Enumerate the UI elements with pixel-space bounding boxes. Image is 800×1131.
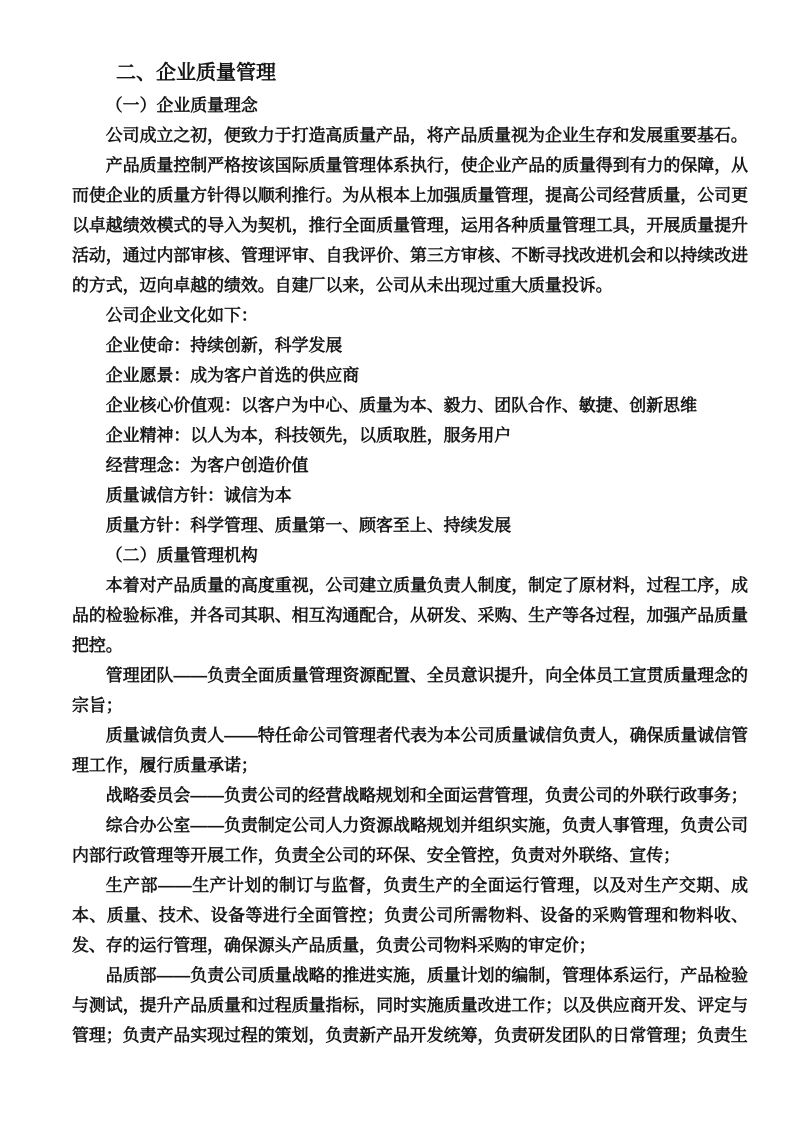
body-paragraph: 公司成立之初，便致力于打造高质量产品，将产品质量视为企业生存和发展重要基石。 xyxy=(105,126,748,145)
body-paragraph: 综合办公室——负责制定公司人力资源战略规划并组织实施，负责人事管理，负责公司内部行政管理等开展工作，负责全公司的环保、安全管控，负责对外联络、宣传； xyxy=(72,816,748,865)
body-paragraph: 企业精神：以人为本，科技领先，以质取胜，服务用户 xyxy=(105,426,512,445)
body-paragraph: 质量诚信负责人——特任命公司管理者代表为本公司质量诚信负责人，确保质量诚信管理工作，履行质量承诺； xyxy=(72,726,748,775)
body-paragraph: 质量诚信方针：诚信为本 xyxy=(105,486,292,505)
subsection-heading-2: （二）质量管理机构 xyxy=(105,546,258,565)
body-paragraph: 公司企业文化如下： xyxy=(105,306,258,325)
body-paragraph: 企业核心价值观：以客户为中心、质量为本、毅力、团队合作、敏捷、创新思维 xyxy=(105,396,697,415)
body-paragraph: 经营理念：为客户创造价值 xyxy=(105,456,309,475)
body-paragraph: 质量方针：科学管理、质量第一、顾客至上、持续发展 xyxy=(105,516,512,535)
body-paragraph: 产品质量控制严格按该国际质量管理体系执行，使企业产品的质量得到有力的保障，从而使企业的质量方针得以顺利推行。为从根本上加强质量管理，提高公司经营质量，公司更以卓越绩效模式的导入为契机，推行全面质量管理，运用各种质量管理工具，开展质量提升活动，通过内部审核、管理评审、自我评价、第三方审核、不断寻找改进机会和以持续改进的方式，迈向卓越的绩效。自建厂以来，公司从未出现过重大质量投诉。 xyxy=(72,156,748,295)
body-paragraph: 战略委员会——负责公司的经营战略规划和全面运营管理，负责公司的外联行政事务； xyxy=(105,786,748,805)
section-heading: 二、企业质量管理 xyxy=(116,62,276,84)
subsection-heading-1: （一）企业质量理念 xyxy=(105,96,258,115)
body-paragraph: 品质部——负责公司质量战略的推进实施，质量计划的编制，管理体系运行，产品检验与测试，提升产品质量和过程质量指标，同时实施质量改进工作；以及供应商开发、评定与管理；负责产品实现过程的策划，负责新产品开发统筹，负责研发团队的日常管理；负责生 xyxy=(72,966,748,1045)
document-body xyxy=(72,91,748,1051)
body-paragraph: 管理团队——负责全面质量管理资源配置、全员意识提升，向全体员工宣贯质量理念的宗旨； xyxy=(72,666,748,715)
body-paragraph: 生产部——生产计划的制订与监督，负责生产的全面运行管理，以及对生产交期、成本、质量、技术、设备等进行全面管控；负责公司所需物料、设备的采购管理和物料收、发、存的运行管理，确保源头产品质量，负责公司物料采购的审定价； xyxy=(72,876,748,955)
body-paragraph: 企业使命：持续创新，科学发展 xyxy=(105,336,343,355)
body-paragraph: 企业愿景：成为客户首选的供应商 xyxy=(105,366,360,385)
body-paragraph: 本着对产品质量的高度重视，公司建立质量负责人制度，制定了原材料，过程工序，成品的检验标准，并各司其职、相互沟通配合，从研发、采购、生产等各过程，加强产品质量把控。 xyxy=(72,576,748,655)
